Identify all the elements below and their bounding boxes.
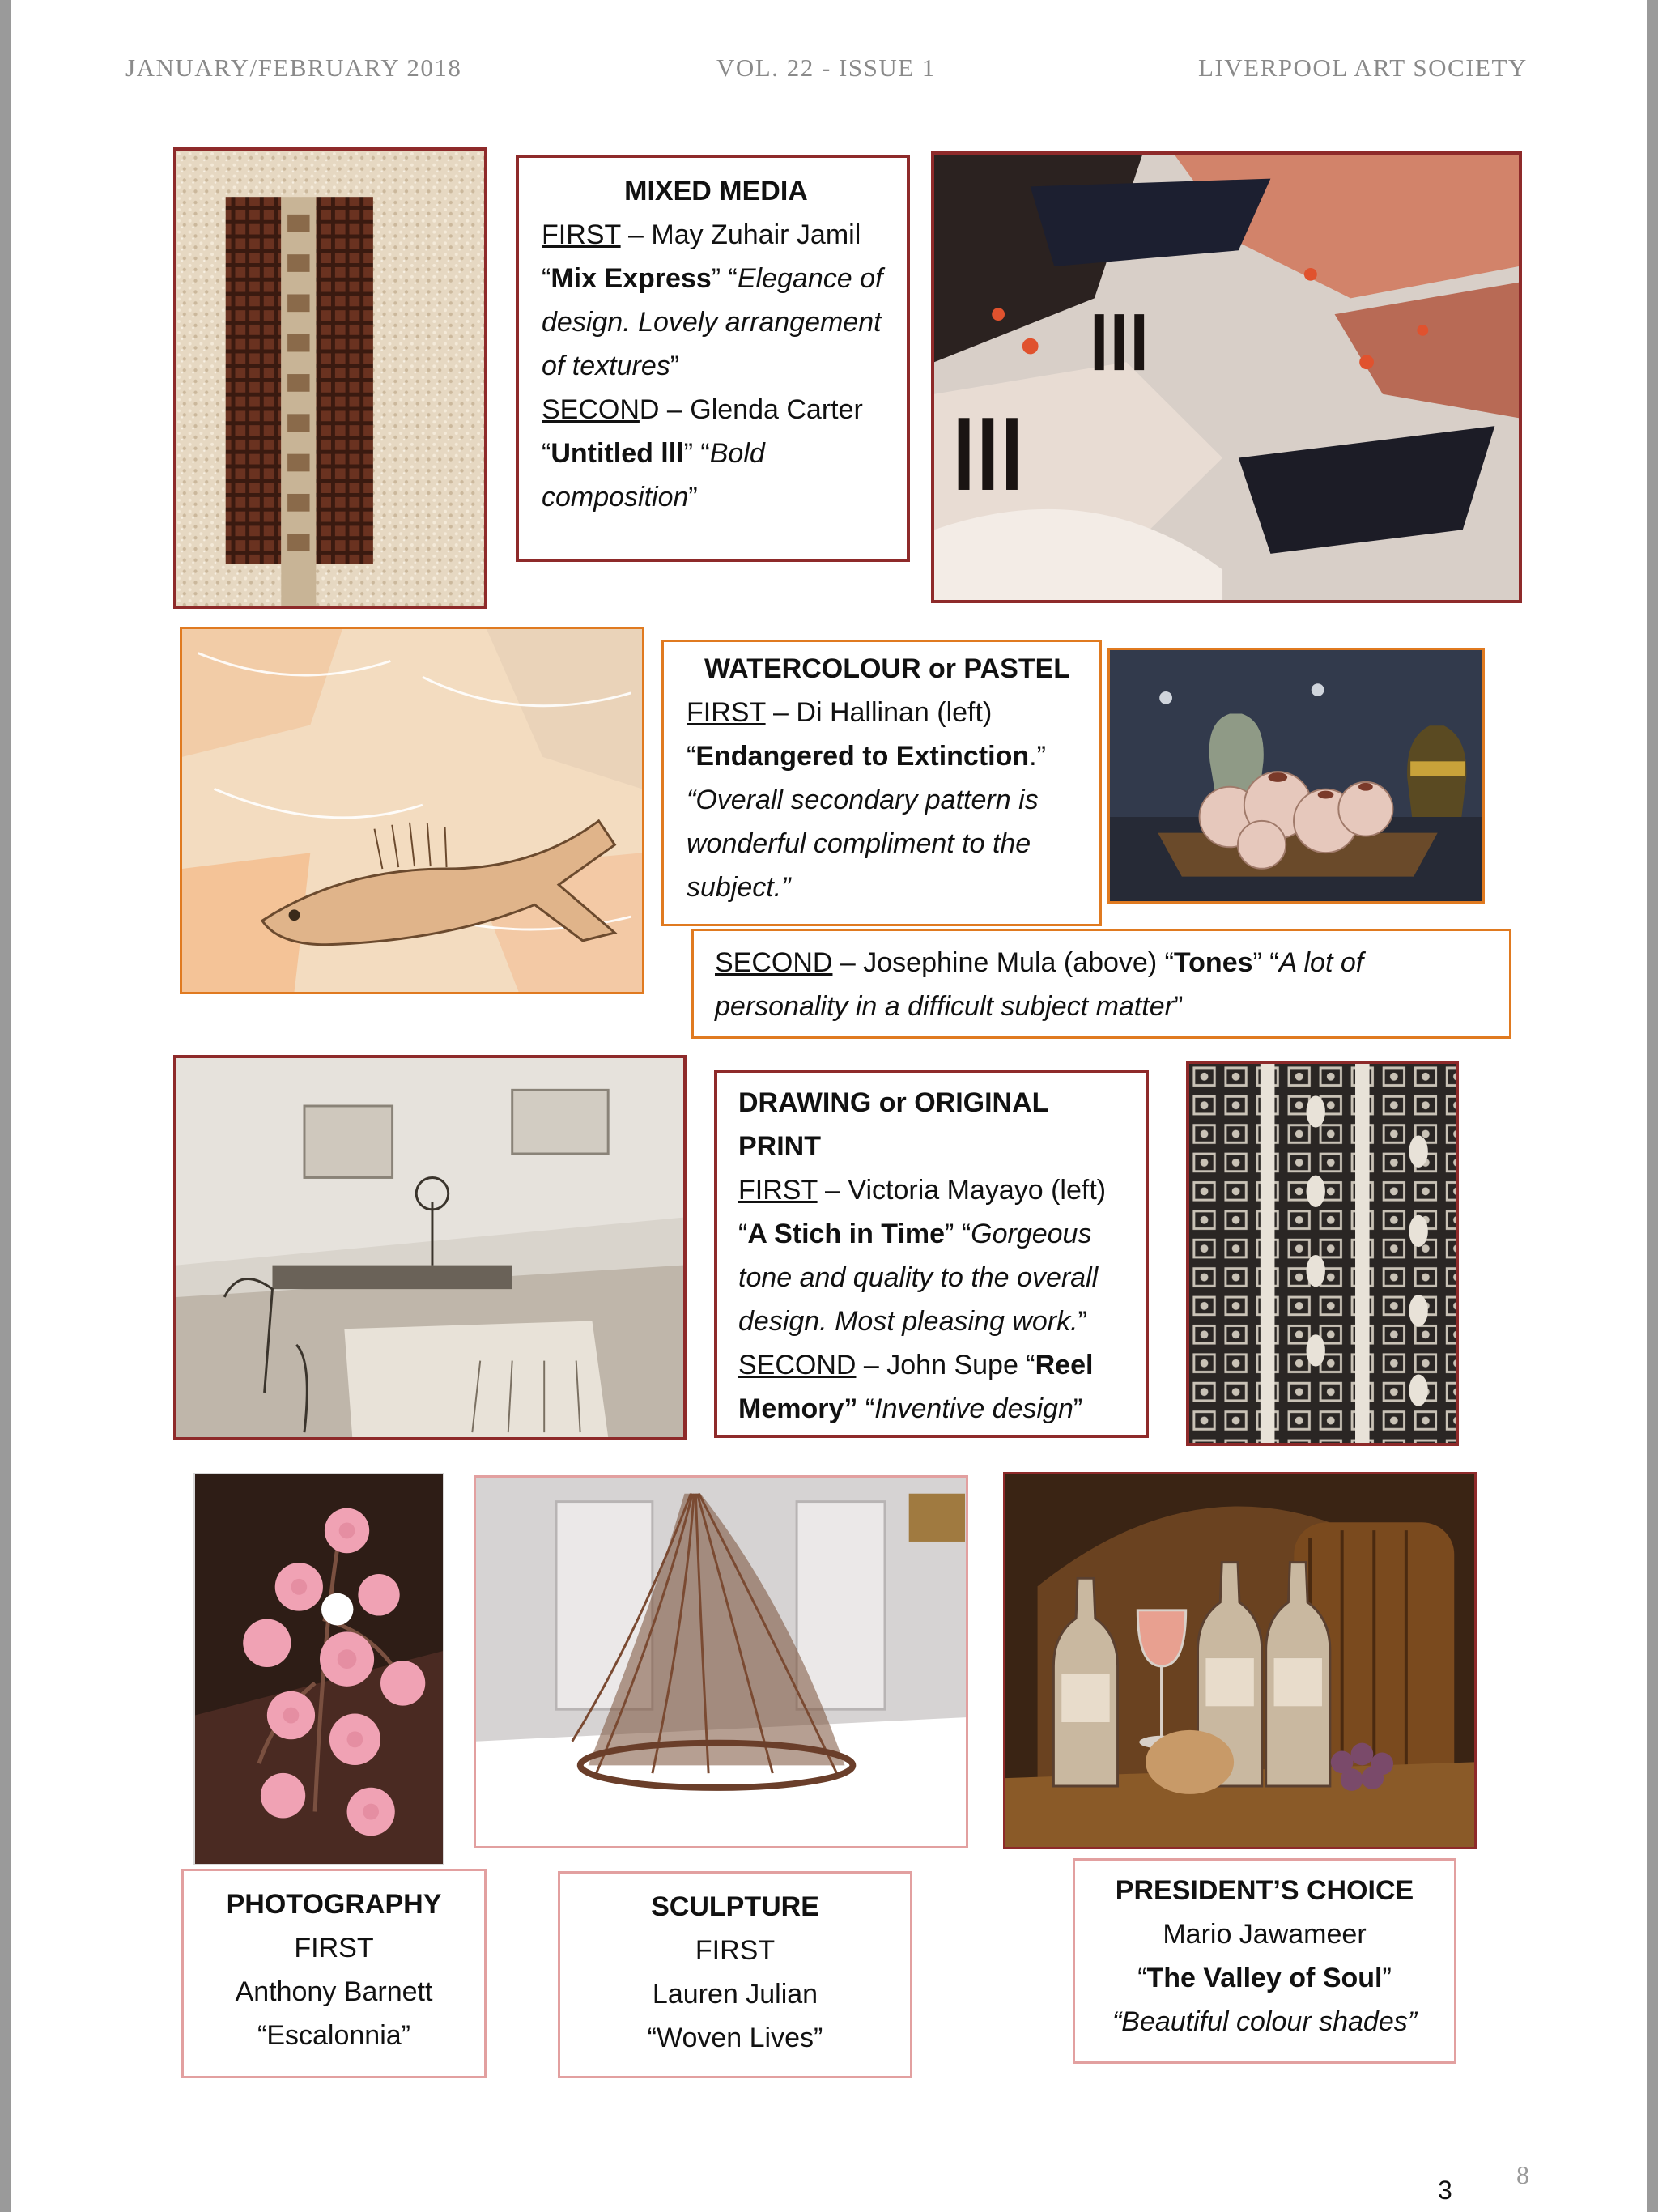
- watercolour-first-artwork-image: [180, 627, 644, 994]
- page-number-alt: 8: [1516, 2160, 1529, 2189]
- sculpture-work-title: “Woven Lives”: [647, 2023, 823, 2053]
- sculpture-place: FIRST: [695, 1935, 776, 1966]
- watercolour-first-comment: “Overall secondary pattern is wonderful compliment to the subject.”: [687, 785, 1039, 903]
- header-date: JANUARY/FEBRUARY 2018: [125, 53, 462, 82]
- quote-mark: ”: [688, 482, 698, 513]
- watercolour-second-comment: A lot of personality in a difficult subject matter: [715, 947, 1364, 1022]
- drawing-first-title: A Stich in Time: [747, 1219, 946, 1249]
- drawing-second-artist: – John Supe “: [856, 1350, 1035, 1380]
- mixed-media-first-comment: Elegance of design. Lovely arrangement of textures: [542, 263, 883, 381]
- presidents-choice-comment: “Beautiful colour shades”: [1112, 2006, 1418, 2037]
- sculpture-artwork-image: [474, 1475, 968, 1848]
- photography-artwork-image: [193, 1473, 444, 1865]
- quote-mark: ” “: [1252, 947, 1279, 978]
- mixed-media-first-artwork-image: [173, 147, 487, 609]
- quote-mark: “: [1137, 1963, 1147, 1993]
- quote-mark: ”: [1382, 1963, 1392, 1993]
- quote-mark: ”: [1073, 1393, 1083, 1424]
- header-issue: VOL. 22 - ISSUE 1: [716, 53, 936, 82]
- quote-mark: ”: [1173, 991, 1184, 1022]
- watercolour-first-title: Endangered to Extinction: [695, 741, 1030, 772]
- quote-mark: .”: [1029, 741, 1046, 772]
- mixed-media-second-title: Untitled lll: [551, 438, 684, 469]
- presidents-choice-caption-box: [1073, 1858, 1456, 2064]
- quote-mark: “: [542, 263, 551, 294]
- mixed-media-second-comment: Bold composition: [542, 438, 765, 513]
- mixed-media-first-artist: – May Zuhair Jamil: [620, 219, 861, 250]
- photography-caption-box: [181, 1869, 487, 2078]
- drawing-first-artwork-image: [173, 1055, 687, 1440]
- drawing-second-title: Reel Memory”: [738, 1350, 1094, 1424]
- watercolour-second-artwork-image: [1107, 648, 1485, 904]
- sculpture-title: SCULPTURE: [651, 1891, 819, 1922]
- photography-work-title: “Escalonnia”: [257, 2020, 410, 2051]
- quote-mark: ”: [1078, 1306, 1087, 1337]
- photography-title: PHOTOGRAPHY: [226, 1889, 442, 1920]
- photography-place: FIRST: [294, 1933, 374, 1963]
- presidents-choice-work-title: The Valley of Soul: [1146, 1963, 1383, 1993]
- header-society: LIVERPOOL ART SOCIETY: [1198, 53, 1528, 82]
- quote-mark: “: [857, 1393, 875, 1424]
- mixed-media-second-label: SECON: [542, 394, 640, 425]
- watercolour-second-label: SECOND: [715, 947, 833, 978]
- watercolour-first-label: FIRST: [687, 697, 766, 728]
- watercolour-second-caption-box: [691, 929, 1511, 1039]
- watercolour-title: WATERCOLOUR or PASTEL: [704, 653, 1071, 684]
- quote-mark: ”: [670, 351, 680, 381]
- mixed-media-first-label: FIRST: [542, 219, 621, 250]
- page-number: 3: [1438, 2176, 1452, 2205]
- drawing-first-comment: Gorgeous tone and quality to the overall design. Most pleasing work.: [738, 1219, 1099, 1337]
- drawing-caption-box: [714, 1070, 1149, 1438]
- quote-mark: ” “: [945, 1219, 971, 1249]
- sculpture-artist: Lauren Julian: [652, 1979, 818, 2010]
- quote-mark: ” “: [711, 263, 738, 294]
- watercolour-second-title: Tones: [1173, 947, 1253, 978]
- sculpture-caption-box: [558, 1871, 912, 2078]
- drawing-title: DRAWING or ORIGINAL PRINT: [738, 1087, 1048, 1162]
- drawing-first-artist: – Victoria Mayayo (left): [817, 1175, 1107, 1206]
- mixed-media-caption-box: [516, 155, 910, 562]
- quote-mark: “: [542, 438, 551, 469]
- mixed-media-second-artist: D – Glenda Carter: [639, 394, 863, 425]
- quote-mark: “: [738, 1219, 748, 1249]
- quote-mark: ” “: [683, 438, 710, 469]
- drawing-second-label: SECOND: [738, 1350, 857, 1380]
- newsletter-page: [11, 0, 1647, 2212]
- presidents-choice-artist: Mario Jawameer: [1163, 1919, 1367, 1950]
- mixed-media-second-artwork-image: [931, 151, 1522, 603]
- watercolour-first-artist: – Di Hallinan (left): [765, 697, 993, 728]
- mixed-media-title: MIXED MEDIA: [624, 176, 808, 206]
- presidents-choice-title: PRESIDENT’S CHOICE: [1115, 1875, 1414, 1906]
- presidents-choice-artwork-image: [1003, 1472, 1477, 1849]
- drawing-first-label: FIRST: [738, 1175, 818, 1206]
- photography-artist: Anthony Barnett: [235, 1976, 433, 2007]
- watercolour-second-artist: – Josephine Mula (above) “: [832, 947, 1174, 978]
- drawing-second-comment: Inventive design: [874, 1393, 1073, 1424]
- drawing-second-artwork-image: [1186, 1061, 1459, 1446]
- quote-mark: “: [687, 741, 696, 772]
- watercolour-caption-box: [661, 640, 1102, 926]
- mixed-media-first-title: Mix Express: [551, 263, 712, 294]
